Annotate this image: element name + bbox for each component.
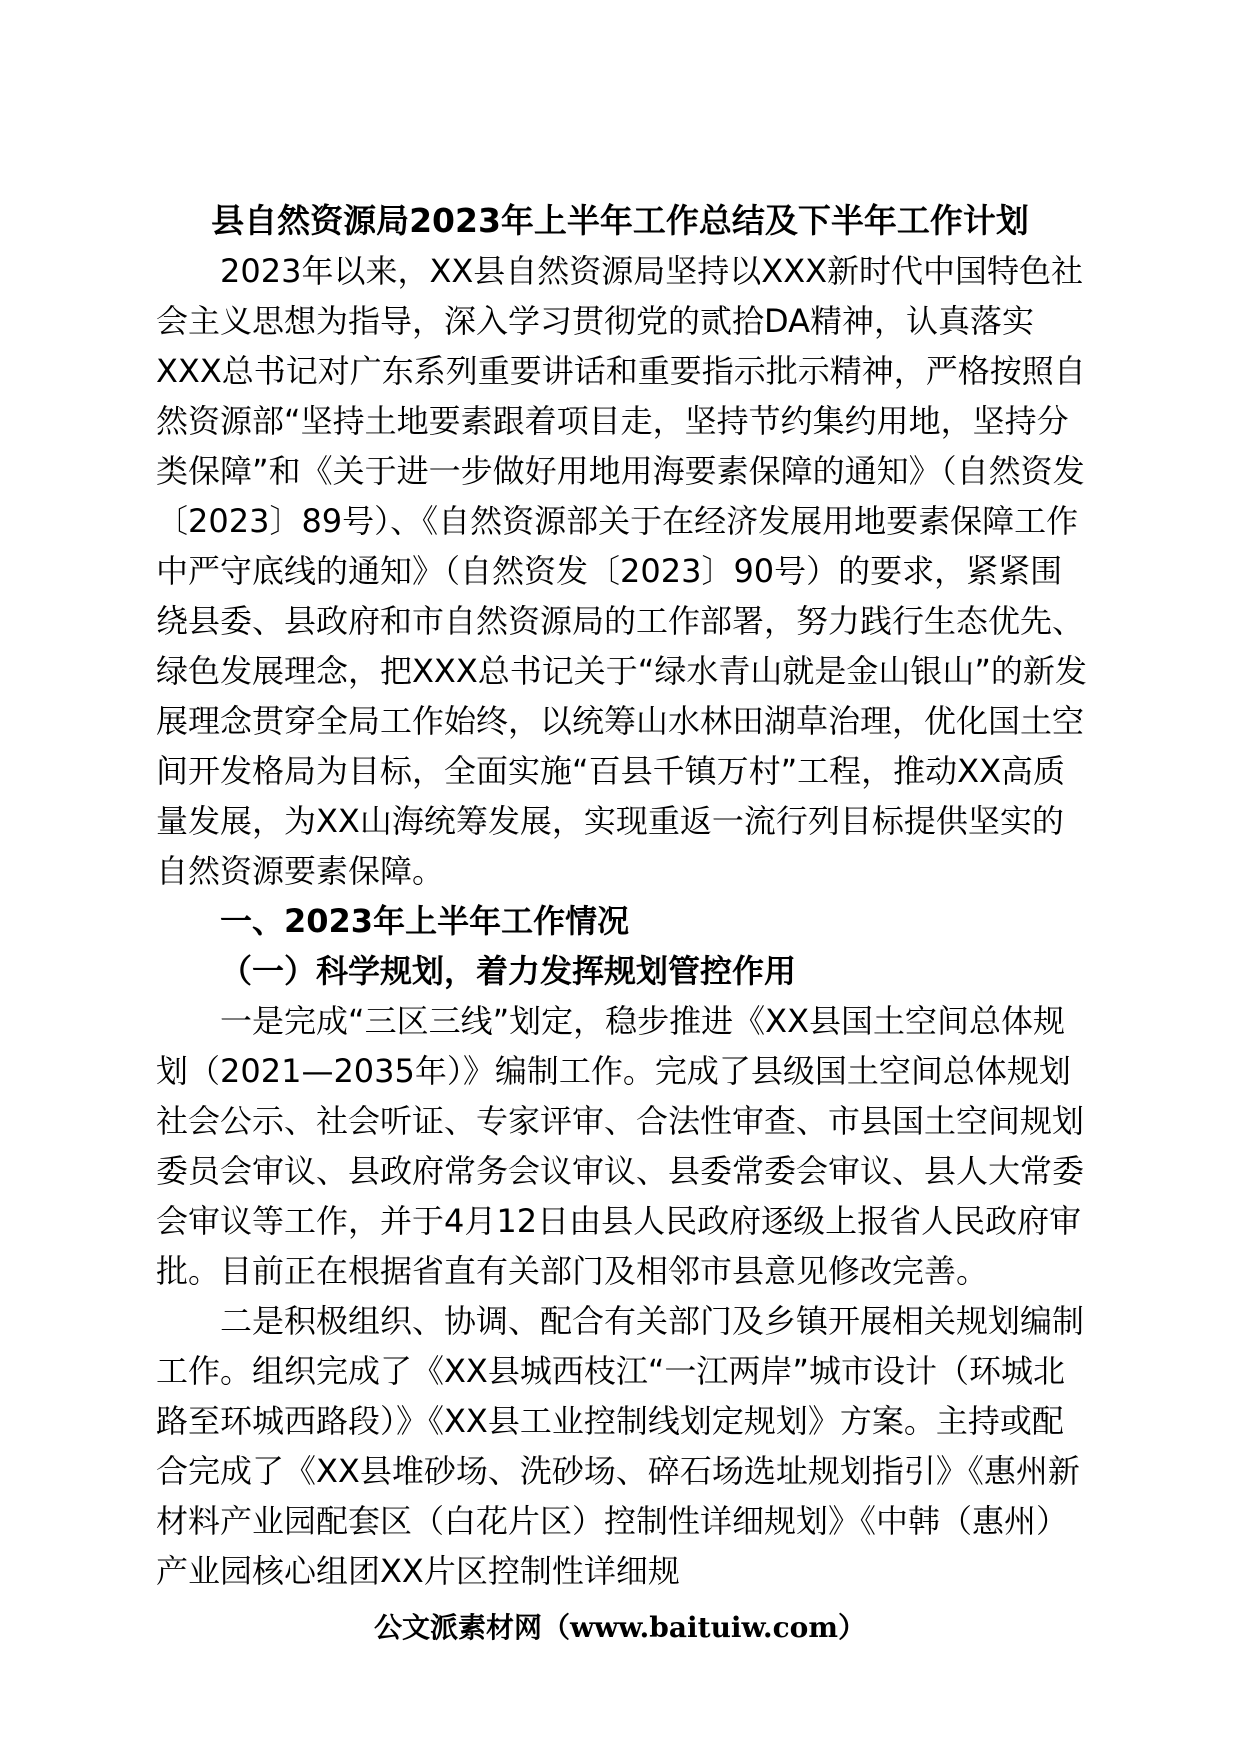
footer-watermark: 公文派素材网（www.baituiw.com）: [374, 1611, 866, 1644]
subsection-heading: （一）科学规划，着力发挥规划管控作用: [220, 952, 797, 990]
section-heading: 一、2023年上半年工作情况: [220, 902, 630, 940]
intro-paragraph: 2023年以来，XX县自然资源局坚持以XXX新时代中国特色社会主义思想为指导，深入学习贯彻党的贰拾DA精神，认真落实XXX总书记对广东系列重要讲话和重要指示批示精神，严格按照自然资源部“坚持土地要素跟着项目走，坚持节约集约用地，坚持分类保障”和《关于进一步做好用地用海要素保障的通知》（自然资发〔2023〕89号）、《自然资源部关于在经济发展用地要素保障工作中严守底线的通知》（自然资发〔2023〕90号）的要求，紧紧围绕县委、县政府和市自然资源局的工作部署，努力践行生态优先、绿色发展理念，把XXX总书记关于“绿水青山就是金山银山”的新发展理念贯穿全局工作始终，以统筹山水林田湖草治理，优化国土空间开发格局为目标，全面实施“百县千镇万村”工程，推动XX高质量发展，为XX山海统筹发展，实现重返一流行列目标提供坚实的自然资源要素保障。: [156, 252, 1087, 890]
document-title: 县自然资源局2023年上半年工作总结及下半年工作计划: [211, 201, 1029, 240]
paragraph-two: 二是积极组织、协调、配合有关部门及乡镇开展相关规划编制工作。组织完成了《XX县城西枝江“一江两岸”城市设计（环城北路至环城西路段）》《XX县工业控制线划定规划》方案。主持或配合完成了《XX县堆砂场、洗砂场、碎石场选址规划指引》《惠州新材料产业园配套区（白花片区）控制性详细规划》《中韩（惠州）产业园核心组团XX片区控制性详细规: [156, 1302, 1085, 1590]
paragraph-one: 一是完成“三区三线”划定，稳步推进《XX县国土空间总体规划（2021—2035年）》编制工作。完成了县级国土空间总体规划社会公示、社会听证、专家评审、合法性审查、市县国土空间规划委员会审议、县政府常务会议审议、县委常委会审议、县人大常委会审议等工作，并于4月12日由县人民政府逐级上报省人民政府审批。目前正在根据省直有关部门及相邻市县意见修改完善。: [156, 1002, 1085, 1290]
document-body: [156, 246, 1090, 1596]
